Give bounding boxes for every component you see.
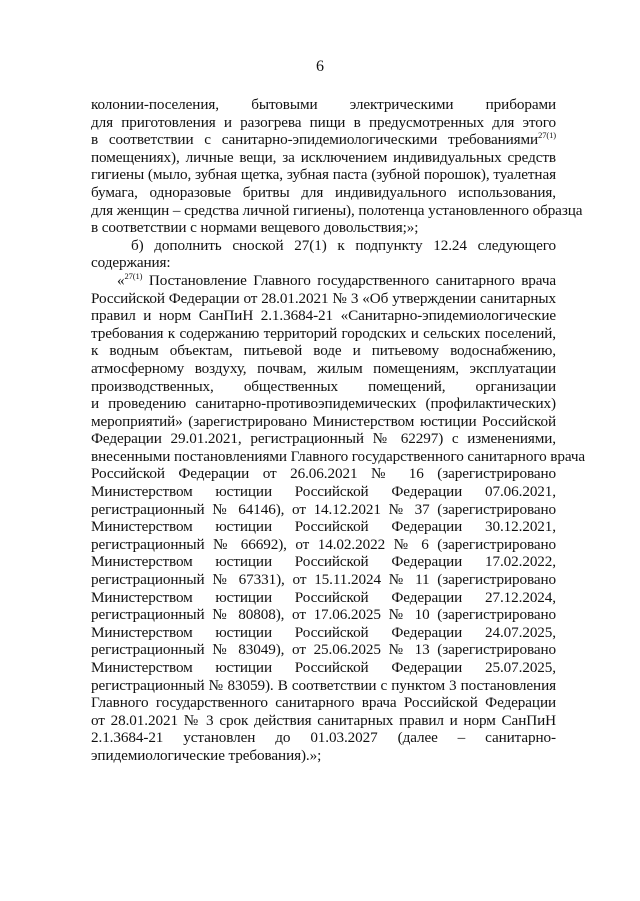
text-line: и проведению санитарно-противоэпидемических (профилактических) xyxy=(91,395,556,413)
text-line: 2.1.3684-21 установлен до 01.03.2027 (далее – санитарно- xyxy=(91,729,556,747)
text-line: от 28.01.2021 № 3 срок действия санитарных правил и норм СанПиН xyxy=(91,711,556,729)
text-line: Министерством юстиции Российской Федерации 07.06.2021, xyxy=(91,483,556,501)
text-line: внесенными постановлениями Главного государственного санитарного врача xyxy=(91,447,586,465)
text-line: Министерством юстиции Российской Федерации 27.12.2024, xyxy=(91,588,556,606)
text-line: Министерством юстиции Российской Федерации 17.02.2022, xyxy=(91,553,556,571)
text-line: регистрационный № 83059). В соответствии с пунктом 3 постановления xyxy=(91,676,556,694)
paragraph-colony-items xyxy=(91,96,583,237)
text-line: Российской Федерации от 28.01.2021 № 3 «Об утверждении санитарных xyxy=(91,289,556,307)
paragraph-footnote-text xyxy=(91,270,586,765)
text-line: требования к содержанию территорий городских и сельских поселений, xyxy=(91,324,556,342)
text-line: регистрационный № 67331), от 15.11.2024 № 11 (зарегистрировано xyxy=(91,571,556,589)
text-line: Министерством юстиции Российской Федерации 24.07.2025, xyxy=(91,623,556,641)
document-body xyxy=(91,96,586,765)
text-line: б) дополнить сноской 27(1) к подпункту 12.24 следующего xyxy=(131,236,556,254)
text-line: колонии-поселения, бытовыми электрическими приборами xyxy=(91,96,556,113)
text-line: мероприятий» (зарегистрировано Министерством юстиции Российской xyxy=(91,412,556,430)
text-line: Российской Федерации от 26.06.2021 № 16 (зарегистрировано xyxy=(91,465,556,483)
text-line: к водным объектам, питьевой воде и питьевому водоснабжению, xyxy=(91,342,556,360)
text-line: производственных, общественных помещений, организации xyxy=(91,377,556,395)
text-line xyxy=(91,272,556,290)
text-line: в соответствии с нормами вещевого довольствия;»; xyxy=(91,219,419,237)
text-line: для приготовления и разогрева пищи в предусмотренных для этого xyxy=(91,113,556,131)
text-line: Главного государственного санитарного врача Российской Федерации xyxy=(91,694,556,712)
open-quote: « xyxy=(117,271,125,289)
text-line: помещениях), личные вещи, за исключением индивидуальных средств xyxy=(91,148,556,166)
line-text: Постановление Главного государственного санитарного врача xyxy=(142,271,556,289)
text-line: Министерством юстиции Российской Федерации 25.07.2025, xyxy=(91,659,556,676)
text-line: для женщин – средства личной гигиены), полотенца установленного образца xyxy=(91,201,583,219)
text-line: регистрационный № 83049), от 25.06.2025 № 13 (зарегистрировано xyxy=(91,641,556,659)
text-line: правил и норм СанПиН 2.1.3684-21 «Санитарно-эпидемиологические xyxy=(91,307,556,325)
text-line: регистрационный № 64146), от 14.12.2021 № 37 (зарегистрировано xyxy=(91,500,556,518)
text-line: бумага, одноразовые бритвы для индивидуального использования, xyxy=(91,183,556,201)
page-number: 6 xyxy=(316,58,324,75)
text-line xyxy=(91,131,556,149)
text-line: атмосферному воздуху, почвам, жилым помещениям, эксплуатации xyxy=(91,359,556,377)
text-line: Министерством юстиции Российской Федерации 30.12.2021, xyxy=(91,518,556,536)
paragraph-add-footnote xyxy=(91,237,556,272)
footnote-reference: 27(1) xyxy=(538,130,556,141)
text-line: Федерации 29.01.2021, регистрационный № 62297) с изменениями, xyxy=(91,430,556,448)
text-line: гигиены (мыло, зубная щетка, зубная паста (зубной порошок), туалетная xyxy=(91,166,556,184)
text-line: эпидемиологические требования).»; xyxy=(91,746,322,764)
text-line: регистрационный № 66692), от 14.02.2022 № 6 (зарегистрировано xyxy=(91,535,556,553)
footnote-reference: 27(1) xyxy=(124,270,143,281)
text-line: содержания: xyxy=(91,254,171,272)
text-line: регистрационный № 80808), от 17.06.2025 № 10 (зарегистрировано xyxy=(91,606,556,624)
line-text: в соответствии с санитарно-эпидемиологическими требованиями xyxy=(91,131,539,149)
